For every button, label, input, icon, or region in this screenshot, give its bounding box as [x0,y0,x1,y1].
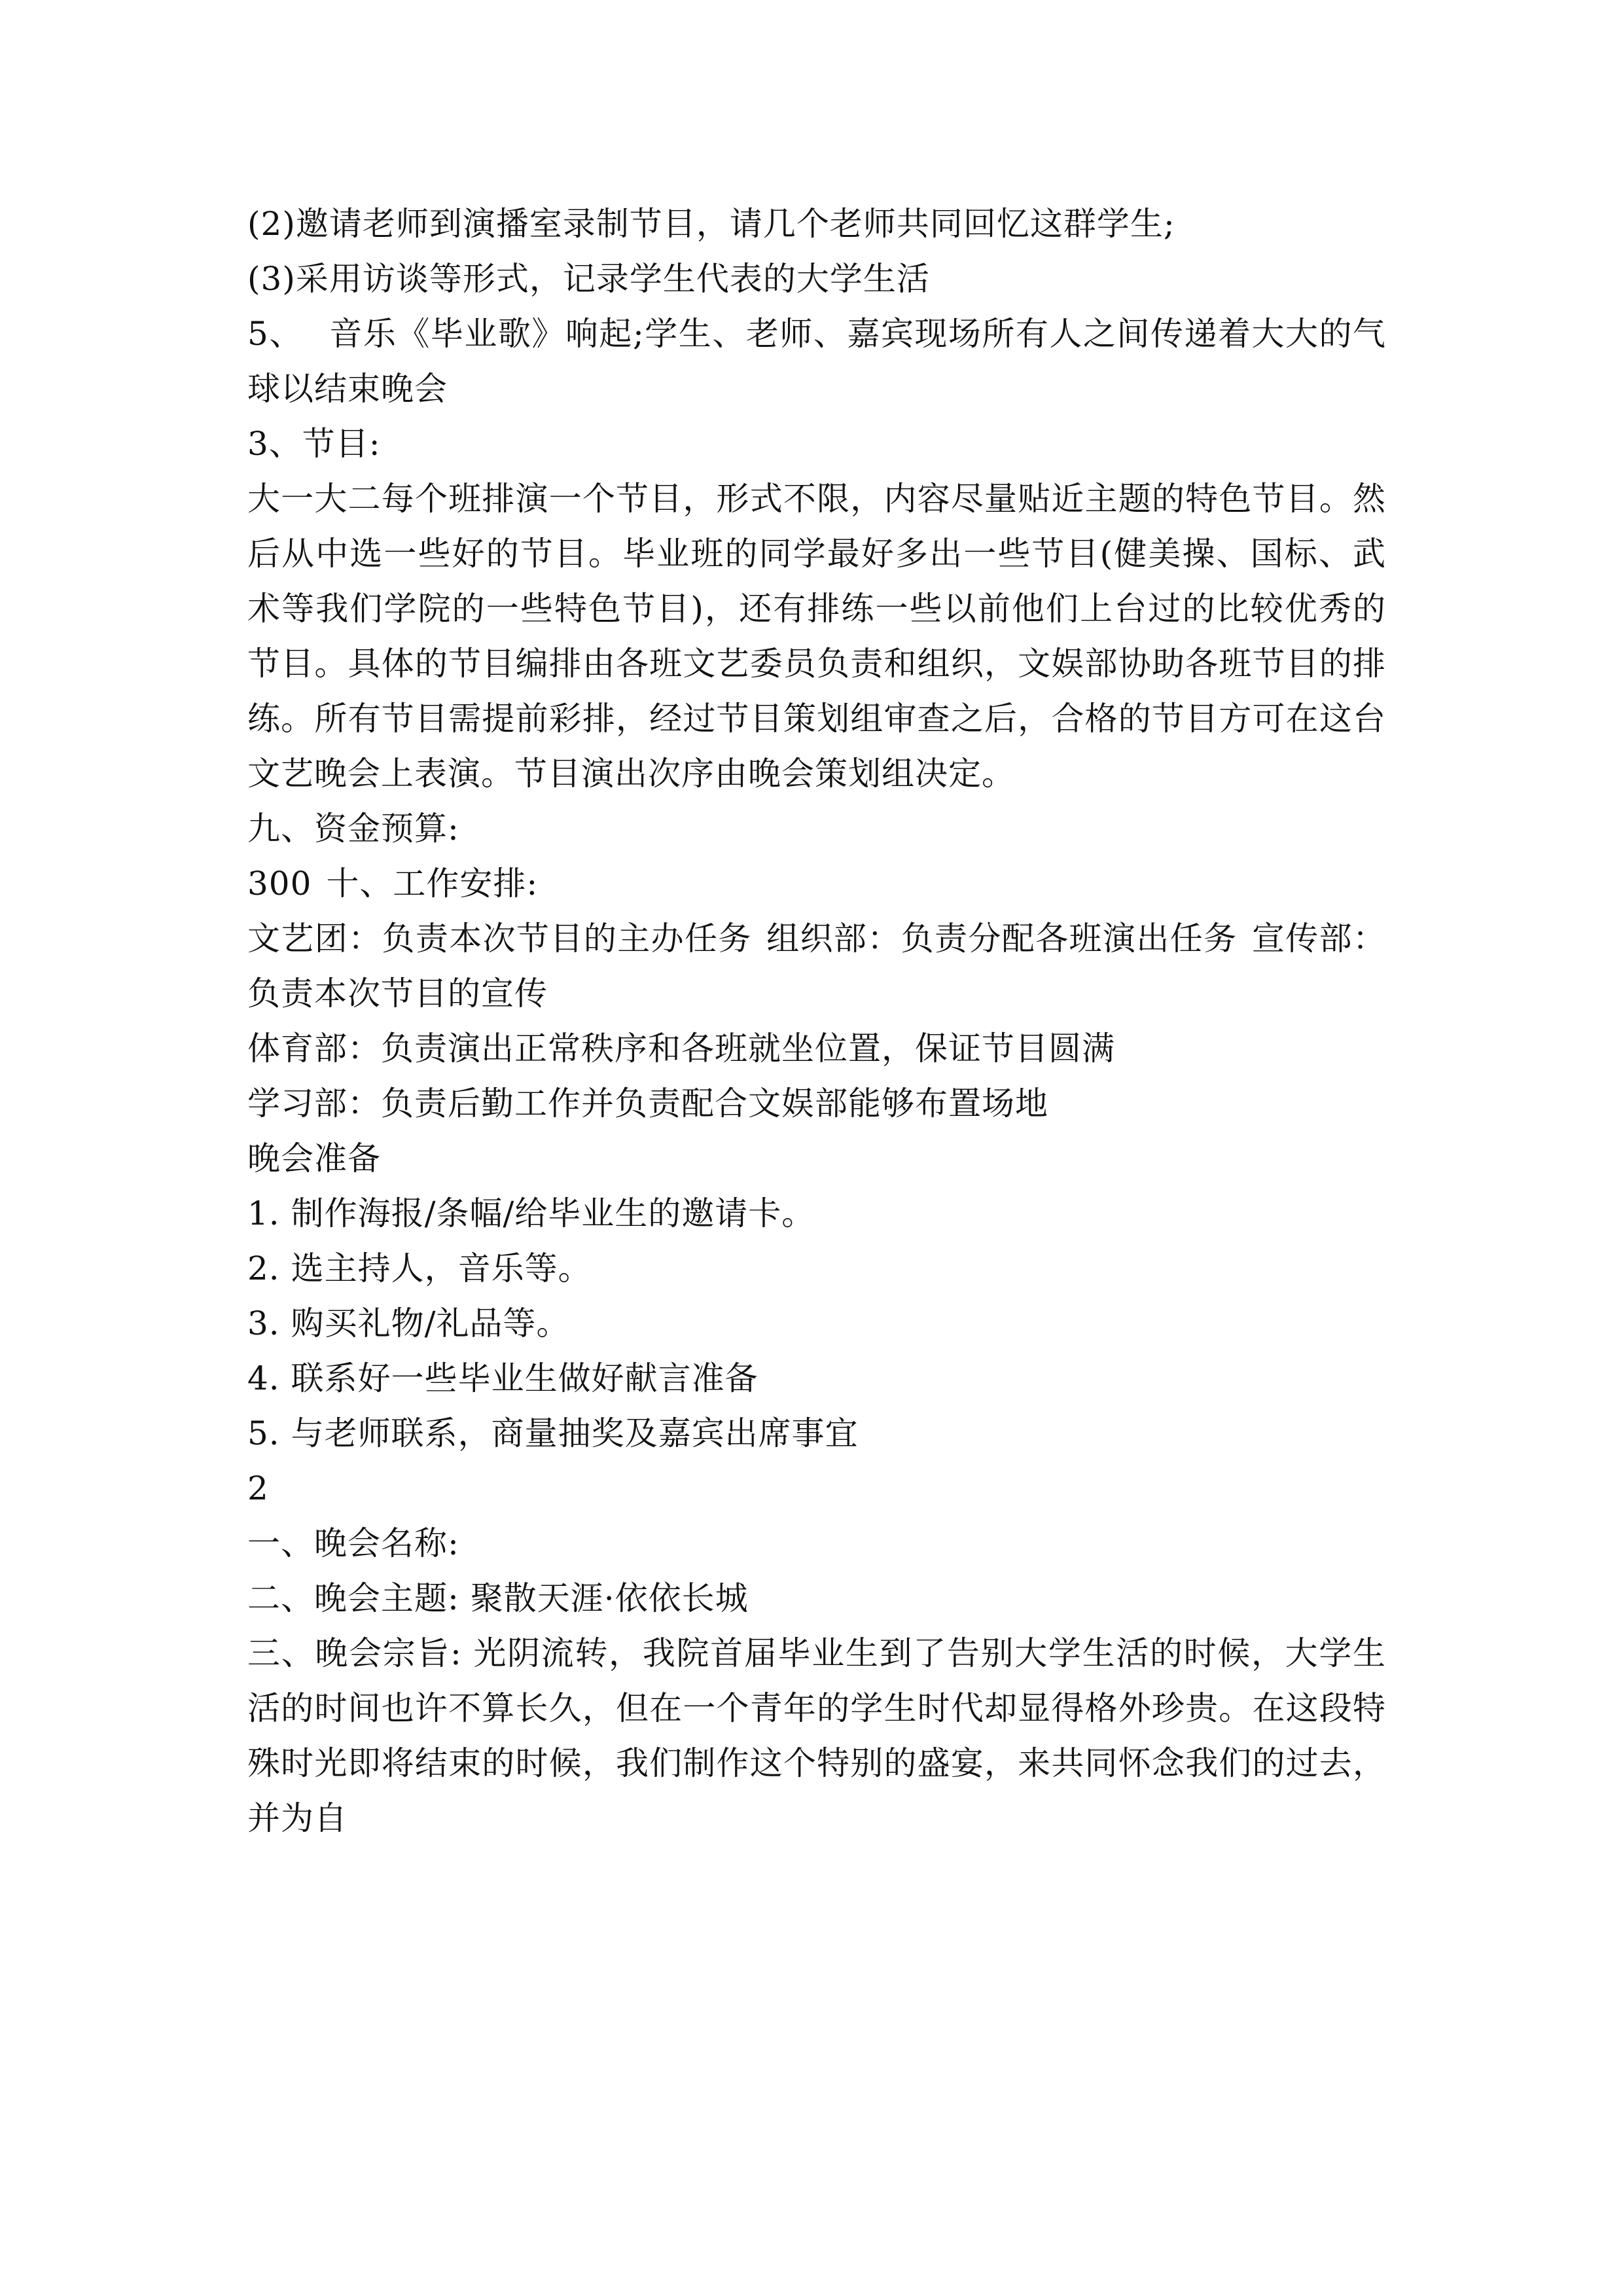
page-number-marker: 2 [247,1469,269,1507]
section-3-title: 3、节目: [247,425,381,463]
section-3-body: 大一大二每个班排演一个节目，形式不限，内容尽量贴近主题的特色节目。然后从中选一些好的节目。毕业班的同学最好多出一些节目(健美操、国标、武术等我们学院的一些特色节目)，还有排练一些以前他们上台过的比较优秀的节目。具体的节目编排由各班文艺委员负责和组织，文娱部协助各班节目的排练。所有节目需提前彩排，经过节目策划组审查之后，合格的节目方可在这台文艺晚会上表演。节目演出次序由晚会策划组决定。 [247,480,1386,793]
prep-item: 4. 联系好一些毕业生做好献言准备 [247,1359,758,1397]
work-arrangement-paragraph [247,911,1386,1021]
preparation-title: 晚会准备 [247,1139,381,1177]
item-5-text: 音乐《毕业歌》响起;学生、老师、嘉宾现场所有人之间传递着大大的气球以结束晚会 [247,315,1386,408]
prep-item: 2. 选主持人，音乐等。 [247,1249,592,1287]
event-theme-line: 二、晚会主题: 聚散天涯·依依长城 [247,1579,749,1617]
study-dept-duty: 学习部：负责后勤工作并负责配合文娱部能够布置场地 [247,1085,1048,1122]
document-body [247,196,1386,1846]
publicity-dept-duty: 宣传部：负责本次节目的宣传 [247,920,1387,1013]
item-5-paragraph [247,306,1386,416]
prep-item: 5. 与老师联系，商量抽奖及嘉宾出席事宜 [247,1414,859,1452]
text-line-invite-teachers: (2)邀请老师到演播室录制节目，请几个老师共同回忆这群学生; [247,205,1175,243]
art-group-duty: 文艺团：负责本次节目的主办任务 [247,920,752,958]
section-10-title: 十、工作安排: [326,865,539,903]
event-name-line: 一、晚会名称: [247,1524,459,1562]
sports-dept-duty: 体育部：负责演出正常秩序和各班就坐位置，保证节目圆满 [247,1030,1115,1067]
prep-item: 3. 购买礼物/礼品等。 [247,1304,570,1342]
text-line-interview: (3)采用访谈等形式，记录学生代表的大学生活 [247,260,930,298]
budget-line [247,856,1386,911]
section-9-title: 九、资金预算: [247,810,459,848]
budget-value: 300 [247,865,312,903]
item-5-number: 5、 [247,315,303,353]
prep-item: 1. 制作海报/条幅/给毕业生的邀请卡。 [247,1194,815,1232]
event-purpose-paragraph: 三、晚会宗旨: 光阴流转，我院首届毕业生到了告别大学生活的时候，大学生活的时间也许不算长久，但在一个青年的学生时代却显得格外珍贵。在这段特殊时光即将结束的时候，我们制作这个特别的盛宴，来共同怀念我们的过去，并为自 [247,1634,1386,1837]
organization-dept-duty: 组织部：负责分配各班演出任务 [766,920,1238,958]
